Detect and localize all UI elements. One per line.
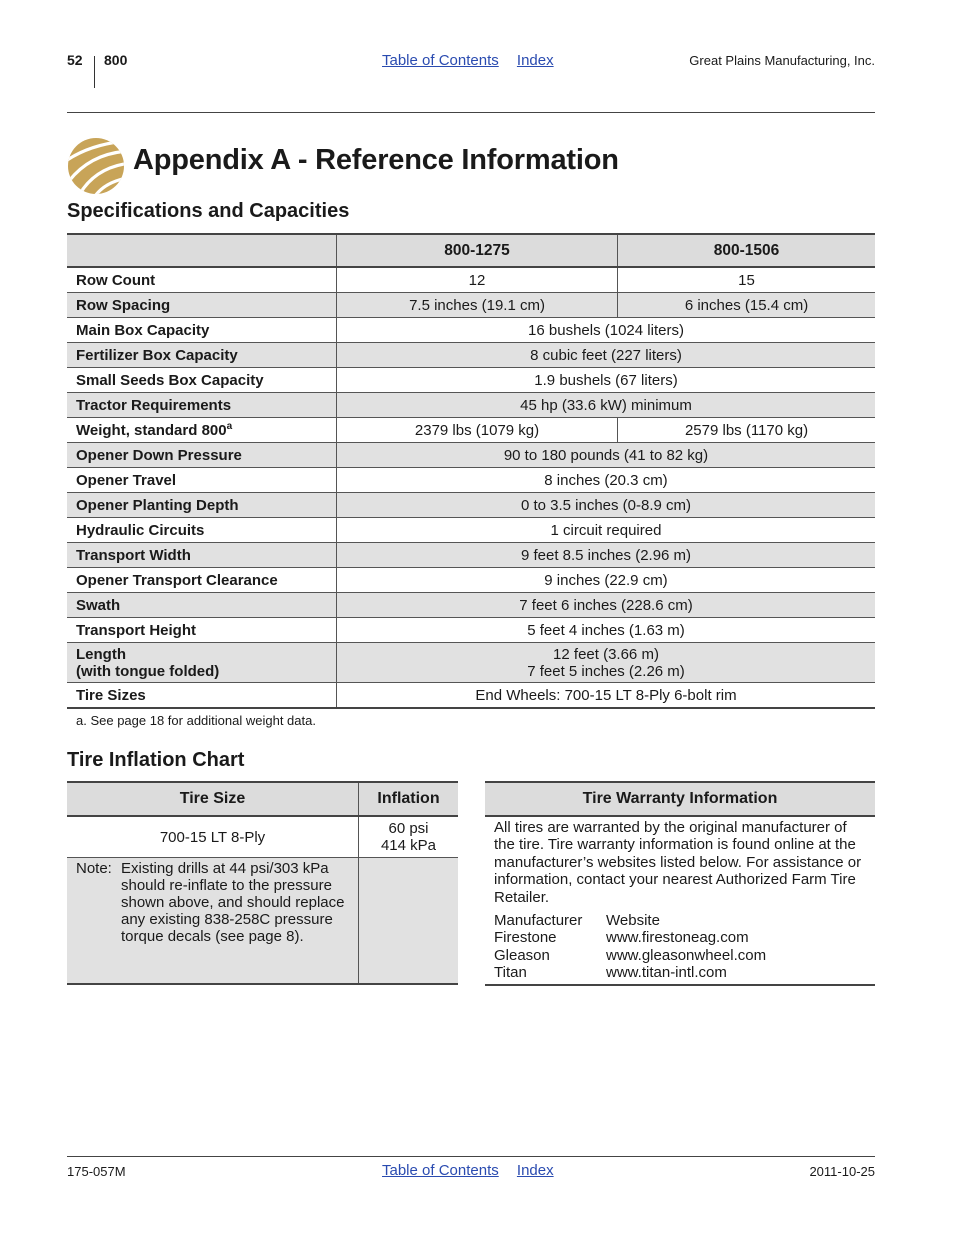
inflation-kpa: 414 kPa	[380, 837, 437, 854]
footer-toc-link[interactable]: Table of Contents	[382, 1162, 499, 1179]
footnote-marker: a	[226, 420, 233, 432]
spec-label: Tractor Requirements	[67, 393, 337, 418]
table-row	[67, 418, 875, 443]
manufacturer-name: Gleason	[494, 946, 550, 964]
table-row	[67, 318, 875, 343]
spec-value: 2379 lbs (1079 kg)	[337, 418, 618, 443]
table-row	[67, 443, 875, 468]
manufacturer-name: Firestone	[494, 929, 557, 947]
table-row	[67, 683, 875, 709]
spec-value: End Wheels: 700-15 LT 8-Ply 6-bolt rim	[337, 683, 876, 709]
manufacturer-name: Titan	[494, 964, 527, 982]
page-footer	[67, 1162, 875, 1182]
weight-footnote: a. See page 18 for additional weight data.	[76, 713, 316, 728]
spec-value: 9 feet 8.5 inches (2.96 m)	[337, 543, 876, 568]
spec-value: 2579 lbs (1170 kg)	[618, 418, 875, 443]
table-row	[67, 493, 875, 518]
col-800-1275: 800-1275	[337, 234, 618, 267]
col-tire-size: Tire Size	[67, 782, 359, 816]
spec-value: 16 bushels (1024 liters)	[337, 318, 876, 343]
header-rule	[67, 112, 875, 113]
header-divider	[94, 56, 95, 88]
table-row	[67, 293, 875, 318]
col-800-1506: 800-1506	[618, 234, 875, 267]
specs-table	[67, 233, 875, 709]
document-date: 2011-10-25	[809, 1164, 875, 1179]
table-row	[67, 368, 875, 393]
spec-value: 9 inches (22.9 cm)	[337, 568, 876, 593]
col-inflation: Inflation	[359, 782, 459, 816]
spec-value: 1 circuit required	[337, 518, 876, 543]
tire-warranty-box	[485, 781, 875, 986]
spec-value	[337, 643, 876, 683]
table-row	[67, 618, 875, 643]
spec-label: Swath	[67, 593, 337, 618]
tire-inflation-table	[67, 781, 458, 985]
spec-label: Fertilizer Box Capacity	[67, 343, 337, 368]
warranty-heading: Tire Warranty Information	[485, 783, 875, 817]
inflation-psi: 60 psi	[388, 820, 429, 837]
manufacturer-list	[494, 912, 866, 982]
page-header	[67, 52, 875, 88]
spec-value: 7 feet 6 inches (228.6 cm)	[337, 593, 876, 618]
warranty-text: All tires are warranted by the original manufacturer of the tire. Tire warranty information is found online at the manufacturer’s websites listed below. For assistance or information, contact your nearest Authorized Farm Tire Retailer.	[494, 819, 862, 906]
manufacturer-website: www.firestoneag.com	[606, 929, 749, 947]
note-cell	[67, 858, 359, 985]
spec-value: 5 feet 4 inches (1.63 m)	[337, 618, 876, 643]
manufacturer-website: www.gleasonwheel.com	[606, 946, 767, 964]
table-row	[67, 593, 875, 618]
table-row	[67, 518, 875, 543]
spec-label: Row Count	[67, 267, 337, 293]
company-name: Great Plains Manufacturing, Inc.	[689, 53, 875, 68]
index-link[interactable]: Index	[516, 52, 554, 69]
spec-value: 12	[337, 267, 618, 293]
footer-rule	[67, 1156, 875, 1157]
spec-value: 45 hp (33.6 kW) minimum	[337, 393, 876, 418]
spec-label	[67, 643, 337, 683]
spec-label	[67, 418, 337, 443]
tire-size-value: 700-15 LT 8-Ply	[67, 816, 359, 858]
spec-value: 90 to 180 pounds (41 to 82 kg)	[337, 443, 876, 468]
spec-label: Opener Travel	[67, 468, 337, 493]
spec-label: Tire Sizes	[67, 683, 337, 709]
table-row	[67, 643, 875, 683]
tire-chart-heading: Tire Inflation Chart	[67, 749, 245, 771]
specs-header-row	[67, 234, 875, 267]
table-row	[67, 343, 875, 368]
table-row	[67, 468, 875, 493]
header-nav	[382, 52, 554, 69]
spec-value-line: 12 feet (3.66 m)	[553, 645, 659, 663]
spec-value-line: 7 feet 5 inches (2.26 m)	[527, 662, 685, 680]
spec-value: 15	[618, 267, 875, 293]
spec-label-line: (with tongue folded)	[76, 662, 220, 680]
manufacturer-col-header: Manufacturer	[494, 912, 583, 930]
spec-label: Main Box Capacity	[67, 318, 337, 343]
specs-corner-cell	[67, 234, 337, 267]
warranty-body	[485, 817, 875, 982]
table-row	[67, 858, 458, 985]
document-number: 175-057M	[67, 1164, 126, 1179]
footer-index-link[interactable]: Index	[516, 1162, 554, 1179]
inflation-note	[67, 858, 358, 945]
spec-label-text: Weight, standard 800	[76, 421, 227, 439]
spec-label: Hydraulic Circuits	[67, 518, 337, 543]
spec-value: 1.9 bushels (67 liters)	[337, 368, 876, 393]
table-row	[67, 393, 875, 418]
table-row	[67, 543, 875, 568]
note-text: Existing drills at 44 psi/303 kPa should re-inflate to the pressure shown above, and should replace any existing 838-258C pressure torque decals (see page 8).	[121, 860, 345, 945]
spec-label-line: Length	[76, 645, 126, 663]
spec-value: 0 to 3.5 inches (0-8.9 cm)	[337, 493, 876, 518]
spec-label: Transport Width	[67, 543, 337, 568]
footer-nav	[382, 1162, 554, 1179]
spec-value: 7.5 inches (19.1 cm)	[337, 293, 618, 318]
inflation-value	[359, 816, 459, 858]
spec-label: Opener Transport Clearance	[67, 568, 337, 593]
spec-label: Opener Down Pressure	[67, 443, 337, 468]
table-row	[67, 568, 875, 593]
spec-value: 8 inches (20.3 cm)	[337, 468, 876, 493]
spec-value: 8 cubic feet (227 liters)	[337, 343, 876, 368]
table-row	[67, 267, 875, 293]
toc-link[interactable]: Table of Contents	[382, 52, 499, 69]
spec-label: Transport Height	[67, 618, 337, 643]
page-title: Appendix A - Reference Information	[133, 144, 619, 176]
model-number: 800	[104, 52, 128, 68]
spec-label: Opener Planting Depth	[67, 493, 337, 518]
great-plains-logo-icon	[67, 137, 125, 195]
manufacturer-website: www.titan-intl.com	[606, 964, 727, 982]
website-col-header: Website	[606, 912, 660, 930]
table-row	[67, 816, 458, 858]
specs-heading: Specifications and Capacities	[67, 200, 350, 222]
empty-cell	[359, 858, 459, 985]
tire-header-row	[67, 782, 458, 816]
note-label: Note:	[76, 860, 112, 877]
spec-label: Row Spacing	[67, 293, 337, 318]
spec-value: 6 inches (15.4 cm)	[618, 293, 875, 318]
page-number: 52	[67, 52, 83, 68]
spec-label: Small Seeds Box Capacity	[67, 368, 337, 393]
